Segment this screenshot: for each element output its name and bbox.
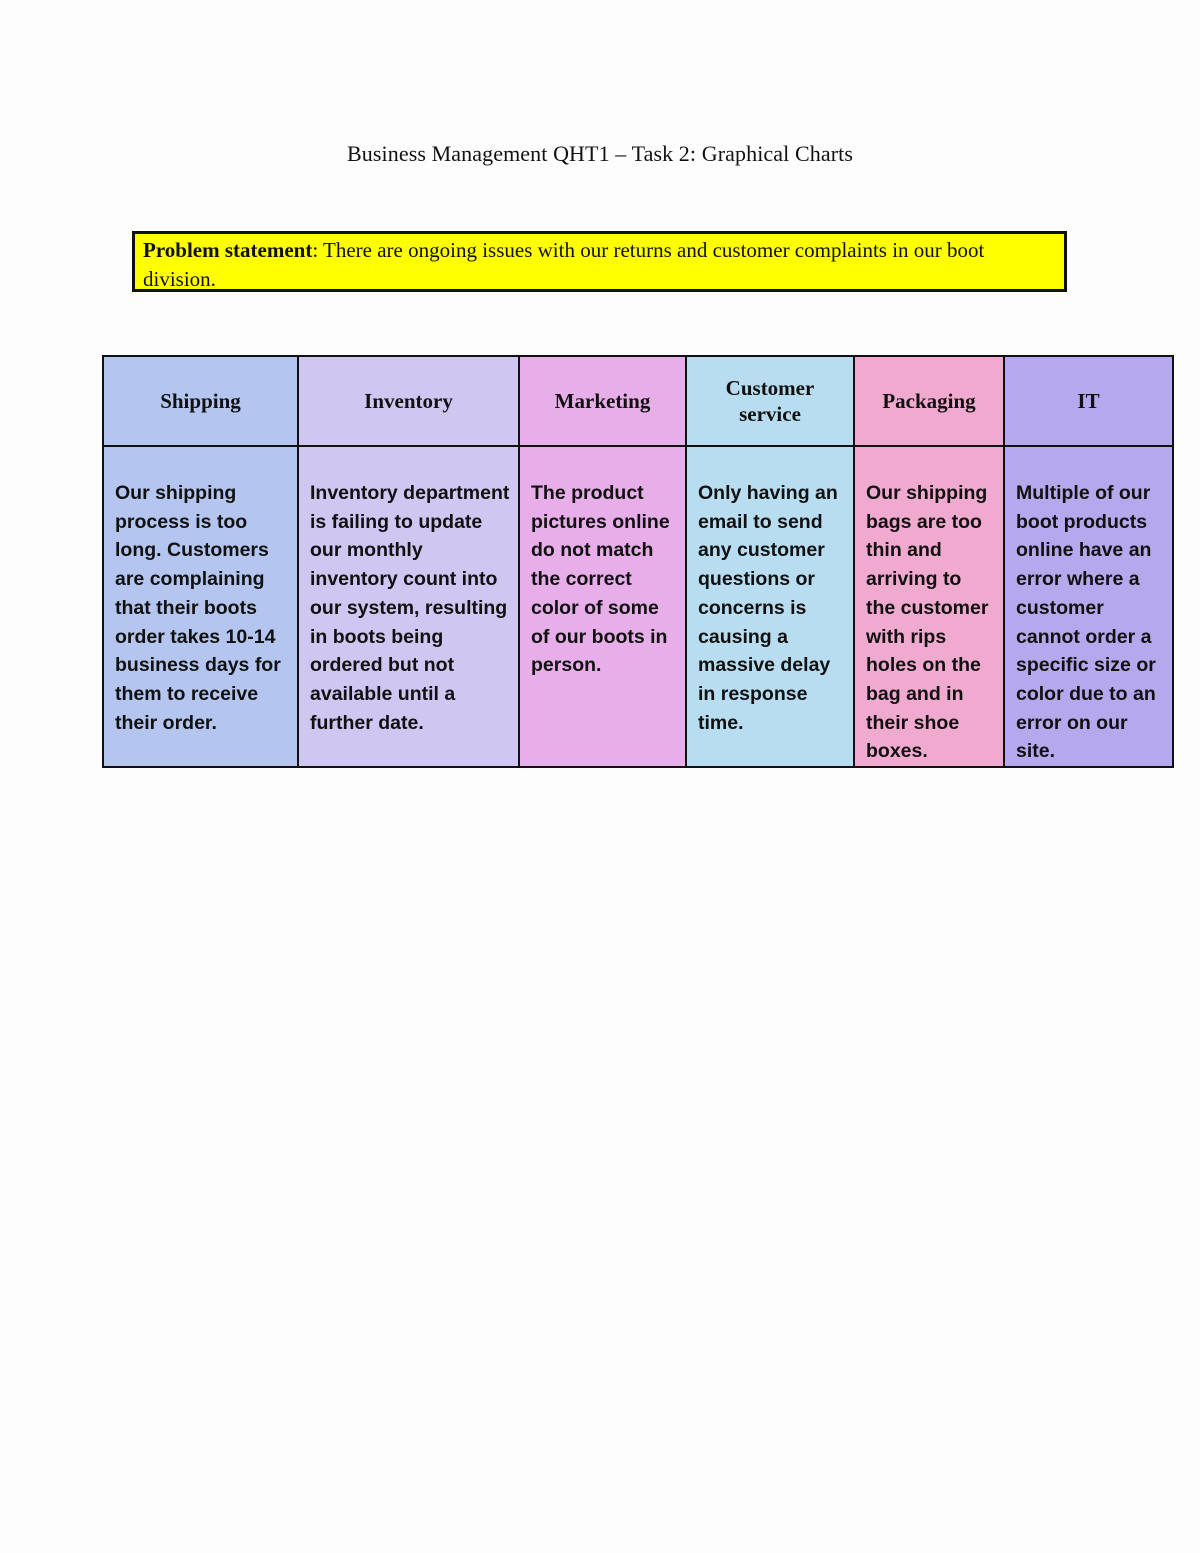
header-customer-service: Customer service — [686, 356, 854, 446]
issue-text-packaging: Our shipping bags are too thin and arriving to the customer with rips holes on the bag and in their shoe boxes. — [866, 482, 989, 763]
problem-statement-text: : There are ongoing issues with our returns and customer complaints in our boot division. — [143, 238, 985, 291]
header-marketing: Marketing — [519, 356, 686, 446]
cell-customer-service — [686, 446, 854, 767]
issues-row — [103, 446, 1173, 767]
header-it: IT — [1004, 356, 1173, 446]
header-inventory: Inventory — [298, 356, 519, 446]
header-row — [103, 356, 1173, 446]
problem-statement-box — [132, 231, 1067, 292]
header-shipping: Shipping — [103, 356, 298, 446]
cell-it — [1004, 446, 1173, 767]
issue-text-marketing: The product pictures online do not match the correct color of some of our boots in person. — [531, 482, 670, 677]
department-issues-table — [102, 355, 1174, 768]
header-packaging: Packaging — [854, 356, 1004, 446]
cell-packaging — [854, 446, 1004, 767]
document-title: Business Management QHT1 – Task 2: Graphical Charts — [346, 141, 853, 166]
issue-text-shipping: Our shipping process is too long. Customers are complaining that their boots order takes 10-14 business days for them to receive their order. — [115, 482, 281, 734]
cell-shipping — [103, 446, 298, 767]
issue-text-it: Multiple of our boot products online have an error where a customer cannot order a specific size or color due to an error on our site. — [1016, 482, 1156, 763]
cell-inventory — [298, 446, 519, 767]
issue-text-inventory: Inventory department is failing to update our monthly inventory count into our system, resulting in boots being ordered but not available until a further date. — [310, 482, 510, 734]
cell-marketing — [519, 446, 686, 767]
issue-text-customer-service: Only having an email to send any customer questions or concerns is causing a massive delay in response time. — [698, 482, 838, 734]
problem-statement-label: Problem statement — [143, 238, 313, 262]
